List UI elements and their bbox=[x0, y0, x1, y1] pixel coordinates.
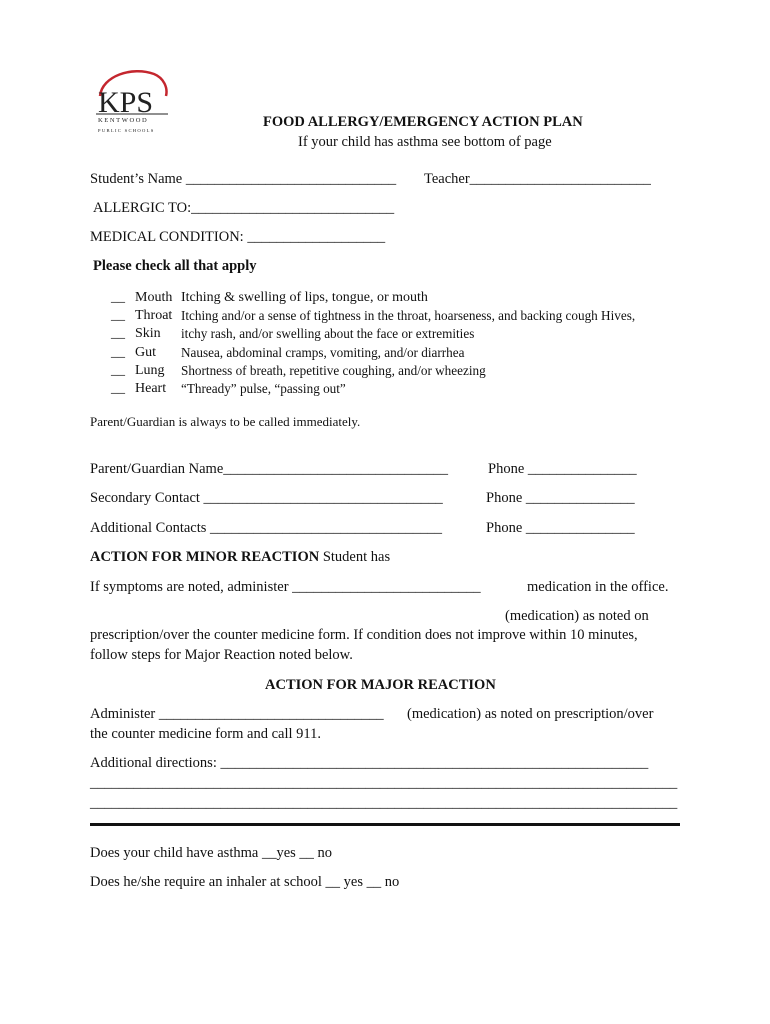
additional-directions-line[interactable]: _________________________________________________________________________________ bbox=[90, 775, 678, 791]
symptom-name: Gut bbox=[135, 344, 156, 360]
symptom-row[interactable] bbox=[111, 380, 635, 398]
major-reaction-heading: ACTION FOR MAJOR REACTION bbox=[265, 677, 496, 693]
additional-directions-line[interactable]: _________________________________________________________________________________ bbox=[90, 795, 678, 811]
symptom-desc: Itching and/or a sense of tightness in the throat, hoarseness, and backing cough Hives, bbox=[181, 308, 636, 324]
teacher-field[interactable]: Teacher_________________________ bbox=[424, 171, 651, 187]
symptom-desc: Shortness of breath, repetitive coughing, and/or wheezing bbox=[181, 362, 486, 378]
minor-administer-field[interactable]: If symptoms are noted, administer __________________________ bbox=[90, 579, 481, 595]
logo-line1: KENTWOOD bbox=[98, 117, 149, 124]
minor-line4: follow steps for Major Reaction noted below. bbox=[90, 647, 353, 663]
minor-line3: prescription/over the counter medicine form. If condition does not improve within 10 minutes, bbox=[90, 627, 638, 643]
school-logo bbox=[92, 66, 172, 136]
asthma-question[interactable]: Does your child have asthma __yes __ no bbox=[90, 845, 333, 861]
minor-reaction-heading: ACTION FOR MINOR REACTION bbox=[90, 549, 320, 565]
student-name-field[interactable]: Student’s Name _____________________________ bbox=[90, 171, 397, 187]
symptom-checkbox[interactable]: __ bbox=[111, 362, 125, 378]
major-line2: the counter medicine form and call 911. bbox=[90, 726, 321, 742]
minor-reaction-heading-line bbox=[90, 549, 390, 566]
symptom-checkbox[interactable]: __ bbox=[111, 290, 125, 305]
symptom-desc: Nausea, abdominal cramps, vomiting, and/or diarrhea bbox=[181, 344, 465, 360]
secondary-contact-field[interactable]: Secondary Contact _________________________________ bbox=[90, 490, 443, 506]
guardian-note: Parent/Guardian is always to be called immediately. bbox=[90, 414, 361, 429]
form-subtitle: If your child has asthma see bottom of page bbox=[298, 134, 552, 150]
symptom-row[interactable] bbox=[111, 325, 635, 343]
symptom-row[interactable] bbox=[111, 307, 635, 325]
minor-reaction-heading-tail: Student has bbox=[319, 549, 391, 565]
major-administer-field[interactable]: Administer _______________________________ bbox=[90, 706, 384, 722]
symptom-row[interactable] bbox=[111, 289, 635, 307]
major-line1-right: (medication) as noted on prescription/over bbox=[407, 706, 654, 722]
symptom-checkbox[interactable]: __ bbox=[111, 326, 125, 342]
symptom-checkbox[interactable]: __ bbox=[111, 344, 125, 360]
symptom-row[interactable] bbox=[111, 362, 635, 380]
secondary-phone-field[interactable]: Phone _______________ bbox=[486, 490, 635, 506]
guardian-name-field[interactable]: Parent/Guardian Name_______________________________ bbox=[90, 461, 449, 477]
additional-contacts-field[interactable]: Additional Contacts ________________________________ bbox=[90, 520, 443, 536]
logo-letters: KPS bbox=[98, 86, 154, 119]
checklist-heading: Please check all that apply bbox=[93, 258, 257, 274]
medical-condition-field[interactable]: MEDICAL CONDITION: ___________________ bbox=[90, 229, 386, 245]
symptom-desc: Itching & swelling of lips, tongue, or mouth bbox=[181, 290, 428, 305]
symptom-name: Heart bbox=[135, 380, 167, 396]
section-divider bbox=[90, 823, 680, 826]
form-title: FOOD ALLERGY/EMERGENCY ACTION PLAN bbox=[263, 114, 583, 130]
inhaler-question[interactable]: Does he/she require an inhaler at school __ yes __ no bbox=[90, 874, 400, 890]
symptom-name: Skin bbox=[135, 326, 161, 342]
symptom-name: Mouth bbox=[135, 290, 173, 305]
minor-line1-right: medication in the office. bbox=[527, 579, 669, 595]
symptom-checklist bbox=[111, 289, 635, 398]
symptom-checkbox[interactable]: __ bbox=[111, 308, 125, 324]
additional-directions-field[interactable]: Additional directions: ___________________________________________________________ bbox=[90, 755, 649, 771]
symptom-name: Lung bbox=[135, 362, 165, 378]
symptom-desc: “Thready” pulse, “passing out” bbox=[181, 380, 346, 396]
minor-line2-right: (medication) as noted on bbox=[505, 608, 649, 624]
symptom-name: Throat bbox=[135, 308, 173, 324]
logo-line2: PUBLIC SCHOOLS bbox=[98, 128, 155, 133]
guardian-phone-field[interactable]: Phone _______________ bbox=[488, 461, 637, 477]
symptom-desc: itchy rash, and/or swelling about the face or extremities bbox=[181, 326, 475, 342]
symptom-checkbox[interactable]: __ bbox=[111, 380, 125, 396]
symptom-row[interactable] bbox=[111, 344, 635, 362]
allergic-to-field[interactable]: ALLERGIC TO:____________________________ bbox=[93, 200, 395, 216]
additional-phone-field[interactable]: Phone _______________ bbox=[486, 520, 635, 536]
